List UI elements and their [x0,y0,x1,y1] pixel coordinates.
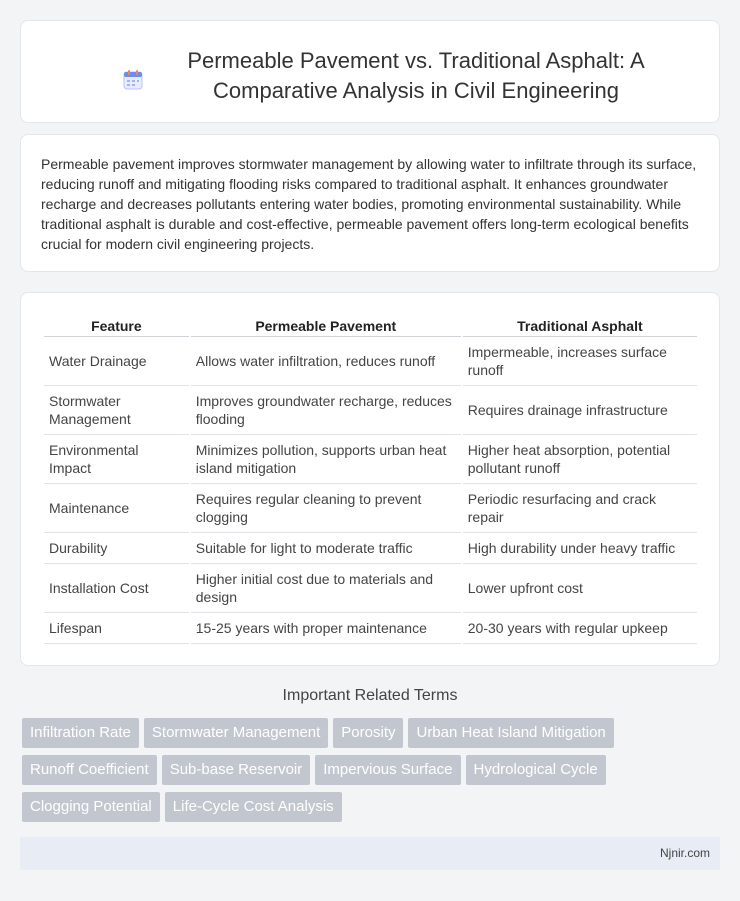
table-row [44,435,697,484]
table-cell: Higher heat absorption, potential pollutant runoff [463,435,697,484]
tag-row [22,718,722,755]
table-cell: High durability under heavy traffic [463,533,697,564]
page-title: Permeable Pavement vs. Traditional Asphalt: A Comparative Analysis in Civil Engineering [187,48,645,103]
table-cell: Lower upfront cost [463,564,697,613]
tag-row [22,755,722,792]
table-cell: Durability [44,533,189,564]
comparison-table-card [20,292,720,666]
table-cell: 15-25 years with proper maintenance [191,613,461,644]
table-cell: Requires regular cleaning to prevent clogging [191,484,461,533]
related-terms-list [22,718,722,829]
tag-stormwater-management[interactable]: Stormwater Management [144,718,328,748]
table-cell: Impermeable, increases surface runoff [463,337,697,386]
table-header-row [44,315,697,337]
table-cell: Minimizes pollution, supports urban heat island mitigation [191,435,461,484]
table-cell: Requires drainage infrastructure [463,386,697,435]
column-header-asphalt: Traditional Asphalt [463,315,697,337]
table-row [44,533,697,564]
column-header-permeable: Permeable Pavement [191,315,461,337]
footer-site-name: Njnir.com [659,846,710,860]
table-row [44,337,697,386]
table-cell: Stormwater Management [44,386,189,435]
table-cell: Environmental Impact [44,435,189,484]
title-card [20,20,720,123]
tag-urban-heat-island-mitigation[interactable]: Urban Heat Island Mitigation [408,718,613,748]
tag-impervious-surface[interactable]: Impervious Surface [315,755,460,785]
table-cell: Higher initial cost due to materials and design [191,564,461,613]
table-row [44,386,697,435]
intro-paragraph: Permeable pavement improves stormwater management by allowing water to infiltrate through its surface, reducing runoff and mitigating flooding risks compared to traditional asphalt. It enhances groundwater recharge and decreases pollutants entering water bodies, promoting environmental sustainability. While traditional asphalt is durable and cost-effective, permeable pavement offers long-term ecological benefits crucial for modern civil engineering projects. [41,156,697,252]
tag-row [22,792,722,829]
footer [20,837,720,870]
comparison-table [42,315,699,644]
table-cell: Suitable for light to moderate traffic [191,533,461,564]
table-cell: 20-30 years with regular upkeep [463,613,697,644]
table-cell: Improves groundwater recharge, reduces flooding [191,386,461,435]
tag-sub-base-reservoir[interactable]: Sub-base Reservoir [162,755,311,785]
tag-life-cycle-cost-analysis[interactable]: Life-Cycle Cost Analysis [165,792,342,822]
table-cell: Water Drainage [44,337,189,386]
column-header-feature: Feature [44,315,189,337]
related-terms-heading: Important Related Terms [282,687,458,704]
table-row [44,564,697,613]
table-cell: Maintenance [44,484,189,533]
calendar-icon [122,69,144,91]
table-cell: Installation Cost [44,564,189,613]
tag-porosity[interactable]: Porosity [333,718,403,748]
table-cell: Lifespan [44,613,189,644]
table-cell: Allows water infiltration, reduces runoff [191,337,461,386]
intro-card [20,134,720,272]
table-row [44,484,697,533]
tag-hydrological-cycle[interactable]: Hydrological Cycle [466,755,606,785]
tag-infiltration-rate[interactable]: Infiltration Rate [22,718,139,748]
tag-clogging-potential[interactable]: Clogging Potential [22,792,160,822]
table-row [44,613,697,644]
tag-runoff-coefficient[interactable]: Runoff Coefficient [22,755,157,785]
table-cell: Periodic resurfacing and crack repair [463,484,697,533]
